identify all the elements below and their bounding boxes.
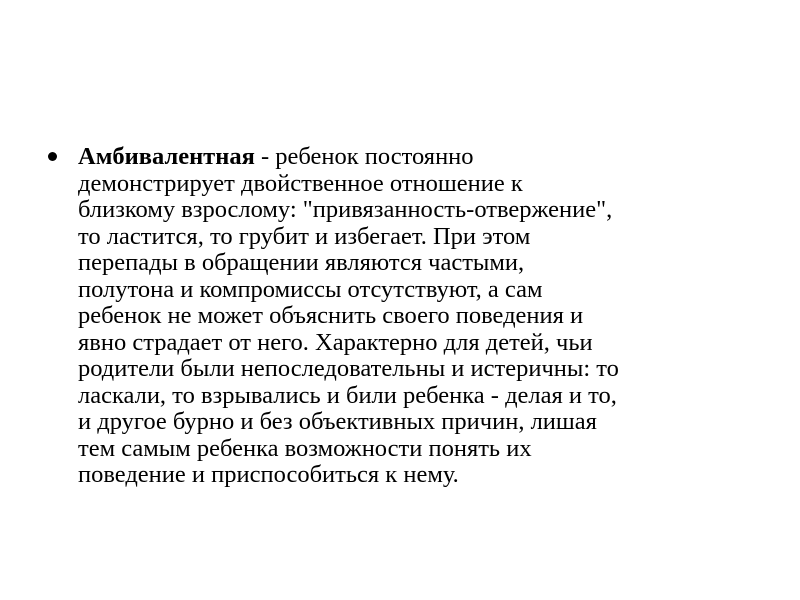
bullet-line: ребенок не может объяснить своего поведения и: [78, 302, 584, 329]
bullet-line: перепады в обращении являются частыми,: [78, 249, 525, 276]
bullet-line: тем самым ребенка возможности понять их: [78, 434, 532, 462]
bullet-line: полутона и компромиссы отсутствуют, а сам: [78, 275, 543, 303]
bullet-line: поведение и приспособиться к нему.: [78, 461, 459, 488]
bullet-line: близкому взрослому: "привязанность-отвержение",: [78, 196, 613, 223]
bullet-text: [78, 144, 768, 489]
bullet-line: то ластится, то грубит и избегает. При этом: [78, 222, 531, 250]
bullet-line: демонстрирует двойственное отношение к: [78, 169, 523, 197]
bullet-item-ambivalent: [48, 144, 768, 489]
bullet-line: [78, 144, 768, 171]
bullet-line: и другое бурно и без объективных причин, лишая: [78, 408, 597, 435]
bullet-term: Амбивалентная: [78, 143, 255, 170]
bullet-line: ласкали, то взрывались и били ребенка - делая и то,: [78, 381, 617, 409]
bullet-line: родители были непоследовательны и истеричны: то: [78, 355, 619, 382]
bullet-line-text: - ребенок постоянно: [254, 143, 474, 170]
bullet-line: явно страдает от него. Характерно для детей, чьи: [78, 328, 593, 356]
bullet-dot-icon: [48, 152, 57, 161]
